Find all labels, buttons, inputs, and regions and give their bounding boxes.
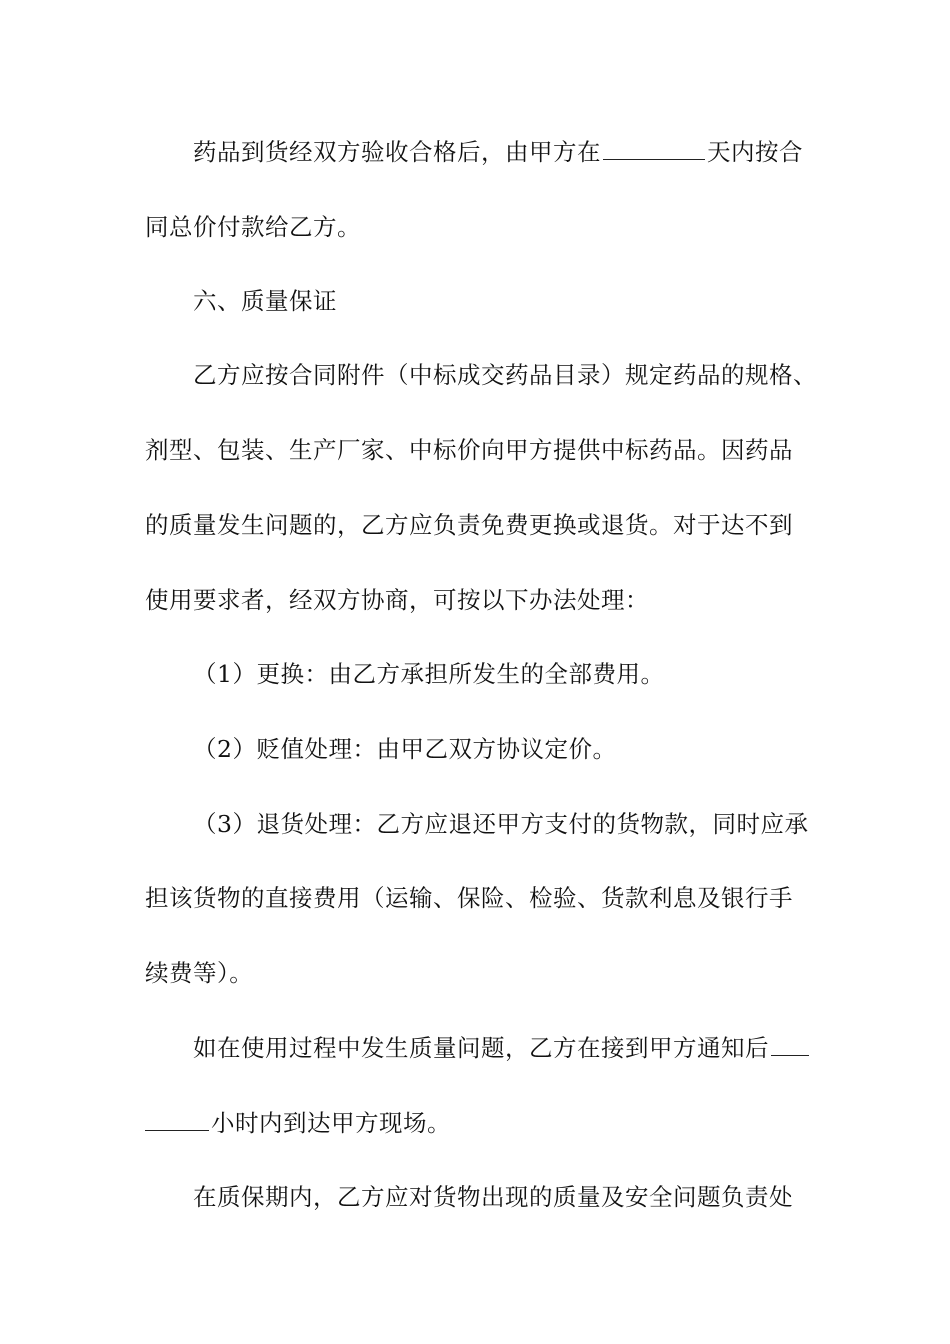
section-heading-quality: 六、质量保证 <box>193 287 337 315</box>
hours-blank-part-1[interactable] <box>771 1029 809 1056</box>
paragraph-payment-line-1 <box>193 132 863 172</box>
list-item-depreciation: （2）贬值处理：由甲乙双方协议定价。 <box>193 735 617 763</box>
paragraph-quality-line-2: 剂型、包装、生产厂家、中标价向甲方提供中标药品。因药品 <box>145 436 793 464</box>
list-item-replace: （1）更换：由乙方承担所发生的全部费用。 <box>193 660 665 688</box>
paragraph-quality-line-4: 使用要求者，经双方协商，可按以下办法处理： <box>145 586 649 614</box>
payment-text-after-blank: 天内按合 <box>707 138 803 166</box>
paragraph-warranty-line-1: 在质保期内，乙方应对货物出现的质量及安全问题负责处 <box>193 1183 793 1211</box>
paragraph-onsite-line-2 <box>145 1103 815 1143</box>
hours-blank-part-2[interactable] <box>145 1104 209 1131</box>
paragraph-onsite-line-1 <box>193 1028 863 1068</box>
list-item-return-line-3: 续费等）。 <box>145 959 254 987</box>
payment-text-before-blank: 药品到货经双方验收合格后，由甲方在 <box>193 138 601 166</box>
onsite-text: 如在使用过程中发生质量问题，乙方在接到甲方通知后 <box>193 1034 769 1062</box>
list-item-return-line-2: 担该货物的直接费用（运输、保险、检验、货款利息及银行手 <box>145 884 793 912</box>
list-item-return-line-1: （3）退货处理：乙方应退还甲方支付的货物款，同时应承 <box>193 810 809 838</box>
days-blank[interactable] <box>603 133 705 160</box>
onsite-text-after-blank: 小时内到达甲方现场。 <box>211 1109 451 1137</box>
paragraph-quality-line-1: 乙方应按合同附件（中标成交药品目录）规定药品的规格、 <box>193 361 817 389</box>
paragraph-quality-line-3: 的质量发生问题的，乙方应负责免费更换或退货。对于达不到 <box>145 511 793 539</box>
paragraph-payment-line-2: 同总价付款给乙方。 <box>145 213 361 241</box>
